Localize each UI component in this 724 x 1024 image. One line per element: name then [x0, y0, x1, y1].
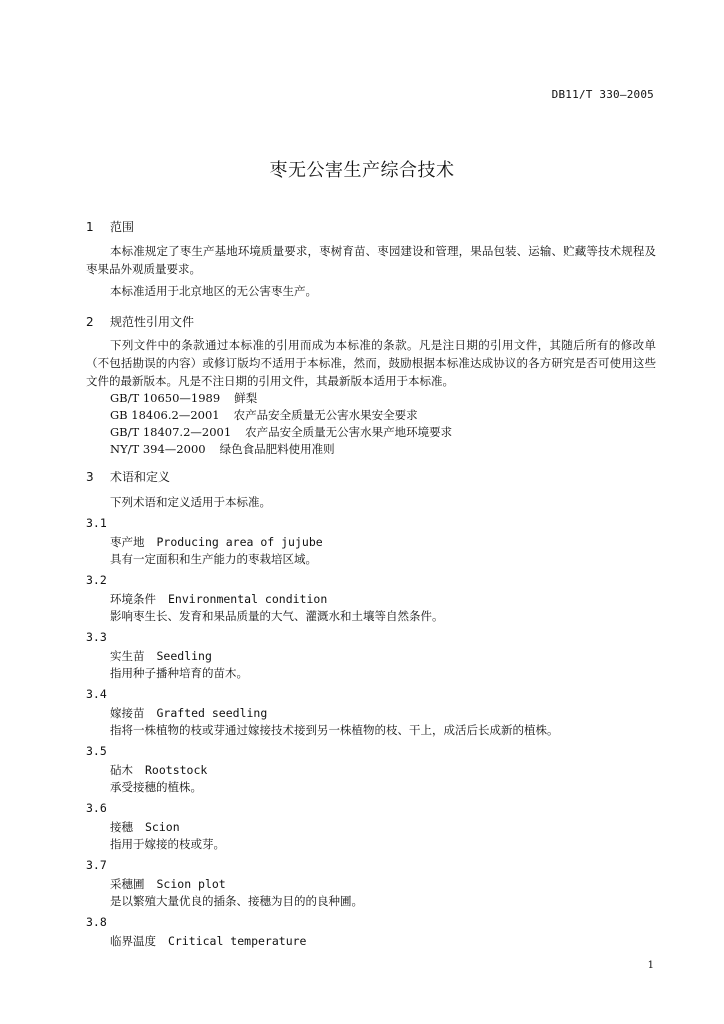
reference-title: 农产品安全质量无公害水果产地环境要求: [245, 425, 453, 439]
term-name: [110, 705, 267, 721]
section-1-paragraph-2: 本标准适用于北京地区的无公害枣生产。: [110, 284, 317, 298]
term-number: 3.5: [86, 744, 107, 758]
document-title: 枣无公害生产综合技术: [269, 160, 455, 181]
term-definition: 是以繁殖大量优良的插条、接穗为目的的良种圃。: [110, 894, 363, 908]
section-title: 范围: [110, 220, 135, 234]
term-definition: 指用于嫁接的枝或芽。: [110, 837, 225, 851]
reference-code: GB/T 18407.2—2001: [110, 425, 232, 439]
reference-title: 绿色食品肥料使用准则: [219, 442, 335, 456]
reference-item: [110, 407, 418, 423]
term-name: [110, 819, 180, 835]
reference-title: 鲜梨: [234, 391, 258, 405]
section-1-paragraph-1: 本标准规定了枣生产基地环境质量要求，枣树育苗、枣园建设和管理，果品包装、运输、贮藏等技术规程及枣果品外观质量要求。: [86, 244, 656, 276]
term-name-zh: 采穗圃: [110, 877, 145, 891]
term-name-en: Producing area of jujube: [156, 535, 323, 549]
section-2-heading: [86, 313, 194, 330]
term-definition: 具有一定面积和生产能力的枣栽培区域。: [110, 552, 317, 566]
section-title: 规范性引用文件: [110, 315, 195, 329]
term-name-en: Rootstock: [145, 763, 208, 777]
term-number: 3.8: [86, 915, 107, 929]
reference-item: [110, 390, 257, 406]
section-3-heading: [86, 468, 170, 485]
term-number: 3.6: [86, 801, 107, 815]
term-name-zh: 砧木: [110, 763, 133, 777]
term-number: 3.3: [86, 630, 107, 644]
section-number: 1: [86, 220, 94, 234]
term-name-zh: 临界温度: [110, 934, 156, 948]
reference-item: [110, 441, 335, 457]
section-number: 2: [86, 315, 94, 329]
reference-item: [110, 424, 452, 440]
section-number: 3: [86, 470, 94, 484]
term-name-en: Environmental condition: [168, 592, 328, 606]
term-definition: 指用种子播种培育的苗木。: [110, 666, 248, 680]
term-number: 3.2: [86, 573, 107, 587]
term-name: [110, 762, 207, 778]
term-number: 3.7: [86, 858, 107, 872]
term-name-en: Scion plot: [156, 877, 226, 891]
term-name-zh: 枣产地: [110, 535, 145, 549]
term-name: [110, 534, 323, 550]
term-name-zh: 接穗: [110, 820, 133, 834]
reference-code: NY/T 394—2000: [110, 442, 206, 456]
term-number: 3.1: [86, 516, 107, 530]
term-definition: 指将一株植物的枝或芽通过嫁接技术接到另一株植物的枝、干上，成活后长成新的植株。: [110, 723, 559, 737]
term-name: [110, 876, 226, 892]
term-name-en: Grafted seedling: [156, 706, 268, 720]
term-name: [110, 648, 212, 664]
term-definition: 承受接穗的植株。: [110, 780, 202, 794]
term-definition: 影响枣生长、发育和果品质量的大气、灌溉水和土壤等自然条件。: [110, 609, 444, 623]
section-3-intro: 下列术语和定义适用于本标准。: [110, 495, 271, 509]
term-name-en: Seedling: [156, 649, 212, 663]
section-2-paragraph-1: 下列文件中的条款通过本标准的引用而成为本标准的条款。凡是注日期的引用文件，其随后所有的修改单（不包括勘误的内容）或修订版均不适用于本标准，然而，鼓励根据本标准达成协议的各方研究是否可使用这些文件的最新版本。凡是不注日期的引用文件，其最新版本适用于本标准。: [86, 338, 656, 388]
term-name-zh: 环境条件: [110, 592, 156, 606]
reference-code: GB 18406.2—2001: [110, 408, 220, 422]
term-number: 3.4: [86, 687, 107, 701]
document-code: DB11/T 330—2005: [551, 88, 654, 101]
page-number: 1: [647, 960, 654, 971]
term-name-zh: 实生苗: [110, 649, 145, 663]
term-name-en: Critical temperature: [168, 934, 307, 948]
term-name-zh: 嫁接苗: [110, 706, 145, 720]
reference-code: GB/T 10650—1989: [110, 391, 221, 405]
term-name-en: Scion: [145, 820, 180, 834]
term-name: [110, 591, 327, 607]
section-1-heading: [86, 218, 134, 235]
reference-title: 农产品安全质量无公害水果安全要求: [233, 408, 418, 422]
term-name: [110, 933, 306, 949]
section-title: 术语和定义: [110, 470, 171, 484]
